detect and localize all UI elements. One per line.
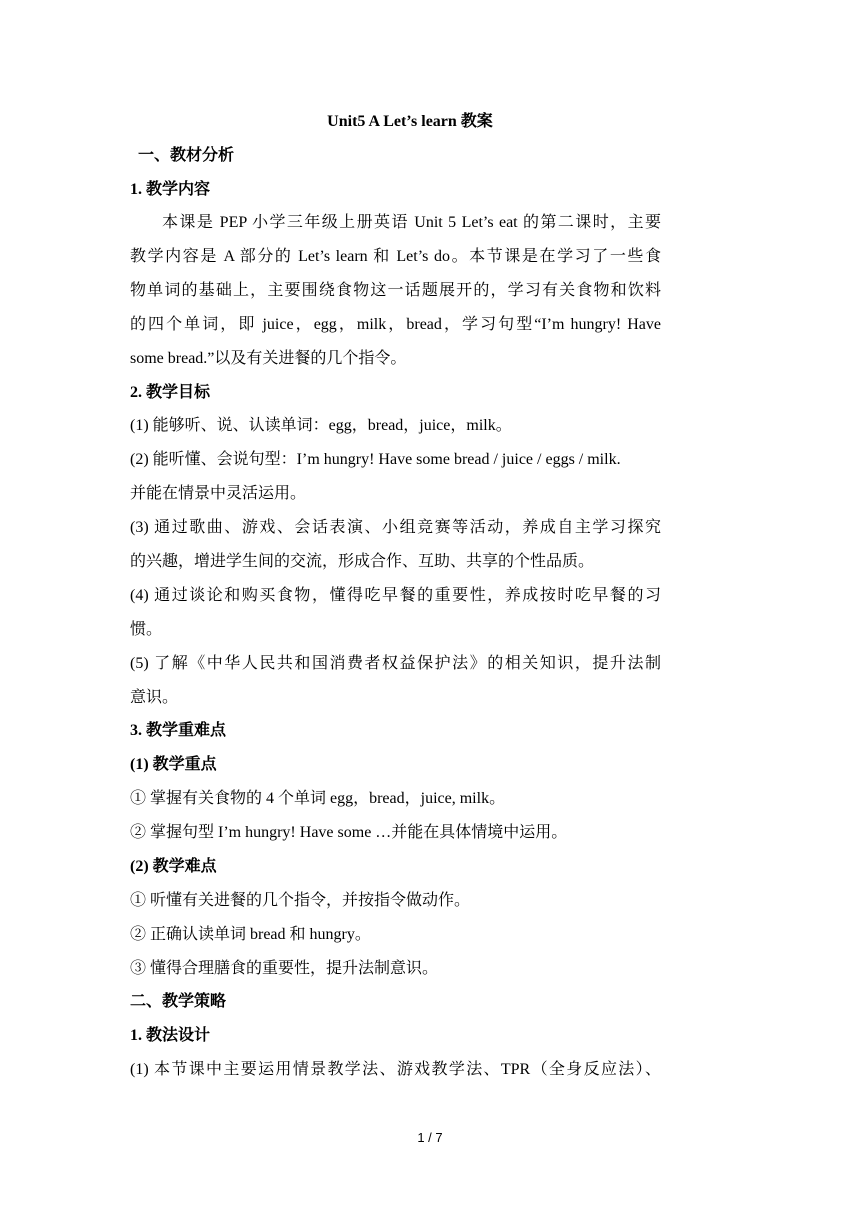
goal-item: (1) 能够听、说、认读单词：egg，bread，juice，milk。 (130, 417, 512, 434)
goal-item: (3) 通过歌曲、游戏、会话表演、小组竞赛等活动，养成自主学习探究 (130, 519, 661, 536)
paragraph-line: 的四个单词，即 juice，egg，milk，bread，学习句型“I’m hungry! Have (130, 316, 661, 333)
paragraph-line: 教学内容是 A 部分的 Let’s learn 和 Let’s do。本节课是在学习了一些食 (130, 248, 661, 265)
goal-item: 并能在情景中灵活运用。 (130, 485, 307, 502)
key-point-item: ① 掌握有关食物的 4 个单词 egg，bread，juice, milk。 (130, 790, 506, 807)
page-number: 1 / 7 (417, 1130, 443, 1145)
key-point-item: ② 掌握句型 I’m hungry! Have some …并能在具体情境中运用。 (130, 824, 568, 841)
difficult-point-item: ③ 懂得合理膳食的重要性，提升法制意识。 (130, 960, 439, 977)
subheading-difficult-points: (2) 教学难点 (130, 858, 217, 875)
goal-item: (5) 了解《中华人民共和国消费者权益保护法》的相关知识，提升法制 (130, 655, 661, 672)
subheading-teaching-goals: 2. 教学目标 (130, 384, 211, 401)
subheading-key-difficult-points: 3. 教学重难点 (130, 722, 227, 739)
method-item: (1) 本节课中主要运用情景教学法、游戏教学法、TPR（全身反应法）、 (130, 1061, 661, 1078)
paragraph-line: 本课是 PEP 小学三年级上册英语 Unit 5 Let’s eat 的第二课时，主要 (162, 214, 661, 231)
goal-item: 意识。 (130, 689, 179, 706)
section-heading-2: 二、教学策略 (130, 993, 227, 1010)
paragraph-line: 物单词的基础上，主要围绕食物这一话题展开的，学习有关食物和饮料 (130, 282, 661, 299)
difficult-point-item: ② 正确认读单词 bread 和 hungry。 (130, 926, 371, 943)
paragraph-line: some bread.”以及有关进餐的几个指令。 (130, 350, 407, 367)
section-heading-1: 一、教材分析 (138, 147, 235, 164)
subheading-teaching-content: 1. 教学内容 (130, 181, 211, 198)
subheading-method-design: 1. 教法设计 (130, 1027, 211, 1044)
subheading-key-points: (1) 教学重点 (130, 756, 217, 773)
goal-item: (2) 能听懂、会说句型：I’m hungry! Have some bread / juice / eggs / milk. (130, 451, 621, 468)
goal-item: (4) 通过谈论和购买食物，懂得吃早餐的重要性，养成按时吃早餐的习 (130, 587, 661, 604)
goal-item: 的兴趣，增进学生间的交流，形成合作、互助、共享的个性品质。 (130, 553, 595, 570)
difficult-point-item: ① 听懂有关进餐的几个指令，并按指令做动作。 (130, 892, 471, 909)
page-title: Unit5 A Let’s learn 教案 (327, 113, 493, 130)
goal-item: 惯。 (130, 621, 163, 638)
